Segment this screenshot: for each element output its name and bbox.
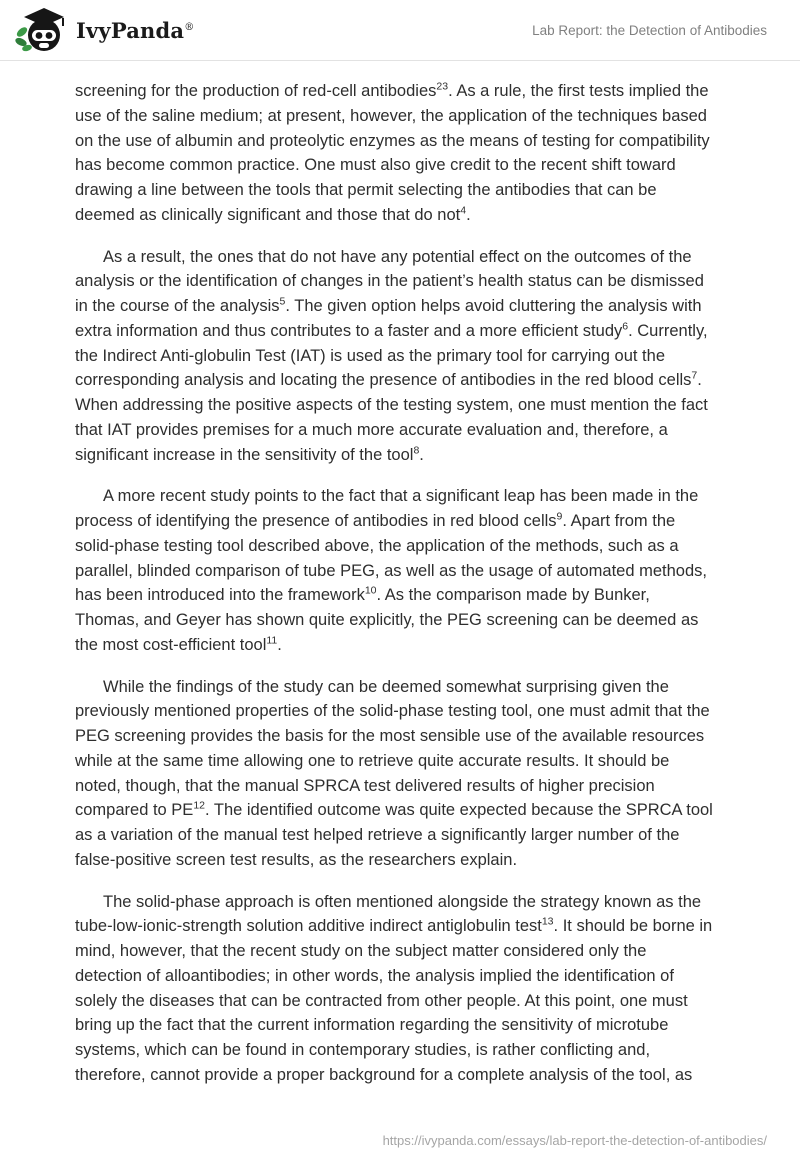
footnote-ref: 10 [364,584,377,597]
document-title: Lab Report: the Detection of Antibodies [532,22,767,38]
footnote-ref: 7 [691,369,698,382]
footnote-ref: 4 [460,204,467,217]
brand[interactable] [14,6,194,54]
page-footer [383,1133,767,1148]
footnote-ref: 9 [556,510,563,523]
page-header [0,0,800,60]
footnote-ref: 23 [436,80,449,93]
registered-mark: ® [184,21,195,33]
paragraph: A more recent study points to the fact that a significant leap has been made in the process of identifying the presence of antibodies in red blood cells$^9$. Apart from the solid-phase testing tool described above, the application of the methods, such as a parallel, blinded comparison of tube PEG, as well as the usage of automated methods, has been introduced into the framework$^{10}$. As the comparison made by Bunker, Thomas, and Geyer has shown quite explicitly, the PEG screening can be deemed as the most cost-efficient tool$^{11}$. [75,487,707,654]
footnote-ref: 11 [266,634,278,647]
document-body [0,61,800,1088]
footnote-ref: 8 [413,444,420,456]
brand-name [76,18,194,43]
footnote-ref: 12 [193,799,205,812]
source-url[interactable]: https://ivypanda.com/essays/lab-report-the-detection-of-antibodies/ [382,1133,767,1148]
paragraph: The solid-phase approach is often mentioned alongside the strategy known as the tube-low-ionic-strength solution additive indirect antiglobulin test$^{13}$. It should be borne in mind, however, that the recent study on the subject matter considered only the detection of alloantibodies; in other words, the analysis implied the identification of solely the diseases that can be contracted from other people. At this point, one must bring up the fact that the current information regarding the sensitivity of microtube systems, which can be found in contemporary studies, is rather conflicting and, therefore, cannot provide a proper background for a complete analysis of the tool, as [75,892,713,1084]
footnote-ref: 6 [622,320,629,333]
footnote-ref: 5 [279,295,286,308]
paragraph: While the findings of the study can be deemed somewhat surprising given the previously mentioned properties of the solid-phase testing tool, one must admit that the PEG screening provides the basis for the most sensible use of the available resources while at the same time allowing one to retrieve quite accurate results. It should be noted, though, that the manual SPRCA test delivered results of higher precision compared to PE$^{12}$. The identified outcome was quite expected because the SPRCA tool as a variation of the manual test helped retrieve a significantly larger number of the false-positive screen test results, as the researchers explain. [75,677,713,869]
paragraph: As a result, the ones that do not have any potential effect on the outcomes of the analysis or the identification of changes in the patient’s health status can be dismissed in the course of the analysis$^5$. The given option helps avoid cluttering the analysis with extra information and thus contributes to a faster and a more efficient study$^6$. Currently, the Indirect Anti-globulin Test (IAT) is used as the primary tool for carrying out the corresponding analysis and locating the presence of antibodies in the red blood cells$^7$. When addressing the positive aspects of the testing system, one must mention the fact that IAT provides premises for a much more accurate evaluation and, therefore, a significant increase in the sensitivity of the tool$^8$. [75,247,708,464]
brand-wordmark: IvyPanda [76,17,185,43]
ivypanda-panda-logo-icon [14,6,66,54]
footnote-ref: 13 [541,915,554,928]
paragraph: screening for the production of red-cell antibodies$^{23}$. As a rule, the first tests implied the use of the saline medium; at present, however, the application of the techniques based on the use of albumin and proteolytic enzymes as the means of testing for compatibility has become common practice. One must also give credit to the recent shift toward drawing a line between the tools that permit selecting the antibodies that can be deemed as clinically significant and those that do not$^4$. [75,80,710,224]
